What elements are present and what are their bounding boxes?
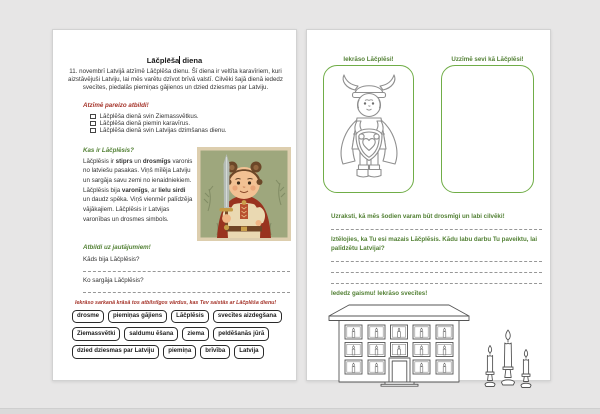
answer-line[interactable] xyxy=(331,260,542,262)
word-box-grid xyxy=(72,310,292,359)
word-box-row xyxy=(72,345,292,359)
checkbox-item[interactable] xyxy=(90,127,296,134)
title-text-before: Lāčplēša xyxy=(146,56,180,65)
title-text-after: diena xyxy=(180,56,203,65)
answer-line[interactable] xyxy=(331,271,542,273)
checkbox-item[interactable] xyxy=(90,113,296,120)
intro-paragraph: 11. novembrī Latvijā atzīmē Lāčplēša dienu. Šī diena ir veltīta karavīriem, kuri aizstāvējuši Latviju, lai mēs varētu dzīvot brīvā valstī. Cilvēki šajā dienā iededz svecītes, piedalās piemiņas gājienos un dzied dziesmas par Latviju. xyxy=(68,68,283,91)
viking-outline-illustration xyxy=(329,71,409,189)
word-box[interactable]: piemiņa xyxy=(163,345,196,359)
checkbox-icon[interactable] xyxy=(90,121,96,127)
who-paragraph: Lāčplēsis ir stiprs un drosmīgs varonis no latviešu pasakas. Viņš mīlēja Latviju un sargāja savu zemi no ienaidniekiem. Lāčplēsis bija varonīgs, ar lielu sirdi un daudz spēka. Viņš vienmēr palīdzēja vājākajiem. Lāčplēsis ir Latvijas varonības un drosmes simbols. xyxy=(83,157,193,223)
word-box[interactable]: Latvija xyxy=(234,345,263,359)
word-box[interactable]: dzied dziesmas par Latviju xyxy=(72,345,159,359)
word-box-row xyxy=(72,310,292,324)
word-box[interactable]: peldēšanās jūrā xyxy=(213,327,269,341)
question-2: Ko sargāja Lāčplēsis? xyxy=(83,276,144,284)
coloring-box[interactable] xyxy=(323,65,414,193)
word-box[interactable]: Lāčplēsis xyxy=(171,310,209,324)
word-box[interactable]: drosme xyxy=(72,310,104,324)
word-box[interactable]: svecītes aizdegšana xyxy=(213,310,282,324)
page-1[interactable] xyxy=(52,29,297,381)
word-box[interactable]: saldumu ēšana xyxy=(124,327,178,341)
word-box[interactable]: ziema xyxy=(182,327,209,341)
lacplesis-illustration xyxy=(197,147,291,241)
window-bottom-edge xyxy=(0,408,600,414)
light-prompt: Iededz gaismu! Iekrāso svecītes! xyxy=(331,290,428,298)
checkbox-icon[interactable] xyxy=(90,114,96,120)
coloring-graphics xyxy=(326,302,550,387)
answer-line-1[interactable] xyxy=(83,270,290,272)
checkbox-label: Lāčplēša dienā svin Latvijas dzimšanas dienu. xyxy=(99,126,227,134)
who-heading: Kas ir Lāčplēsis? xyxy=(83,146,134,154)
question-1: Kāds bija Lāčplēsis? xyxy=(83,255,140,263)
drawing-box[interactable] xyxy=(441,65,534,193)
who-section xyxy=(83,147,291,241)
word-box-row xyxy=(72,327,292,341)
answer-line[interactable] xyxy=(331,282,542,284)
word-box[interactable]: brīvība xyxy=(200,345,230,359)
page-title xyxy=(53,56,296,65)
word-box[interactable]: piemiņas gājiens xyxy=(108,310,167,324)
checkbox-icon[interactable] xyxy=(90,128,96,134)
checkbox-item[interactable] xyxy=(90,120,296,127)
word-box[interactable]: Ziemassvētki xyxy=(72,327,120,341)
answer-line[interactable] xyxy=(331,228,542,230)
answers-heading: Atbildi uz jautājumiem! xyxy=(83,243,151,251)
candlestick-icons[interactable] xyxy=(481,318,535,390)
mark-answer-heading: Atzīmē pareizo atbildi! xyxy=(83,102,149,109)
imagine-prompt: Iztēlojies, ka Tu esi mazais Lāčplēsis. Kādu labu darbu Tu paveiktu, lai palīdzētu Latvijai? xyxy=(331,236,538,252)
coloring-box-label: Iekrāso Lāčplēsi! xyxy=(343,56,394,63)
checkbox-label: Lāčplēša dienā svin Ziemassvētkus. xyxy=(99,112,199,120)
answer-line-2[interactable] xyxy=(83,291,290,293)
color-words-instruction: Iekrāso sarkanā krāsā tos atbilstīgos vārdus, kas Tev saistās ar Lāčplēša dienu! xyxy=(75,299,277,306)
drawing-box-label: Uzzīmē sevi kā Lāčplēsi! xyxy=(451,56,524,63)
write-prompt: Uzraksti, kā mēs šodien varam būt drosmīgi un labi cilvēki! xyxy=(331,213,505,220)
page-2[interactable] xyxy=(306,29,551,381)
checkbox-list xyxy=(90,113,296,134)
checkbox-label: Lāčplēša dienā piemin karavīrus. xyxy=(99,119,191,127)
building-candles-illustration[interactable] xyxy=(326,302,472,387)
